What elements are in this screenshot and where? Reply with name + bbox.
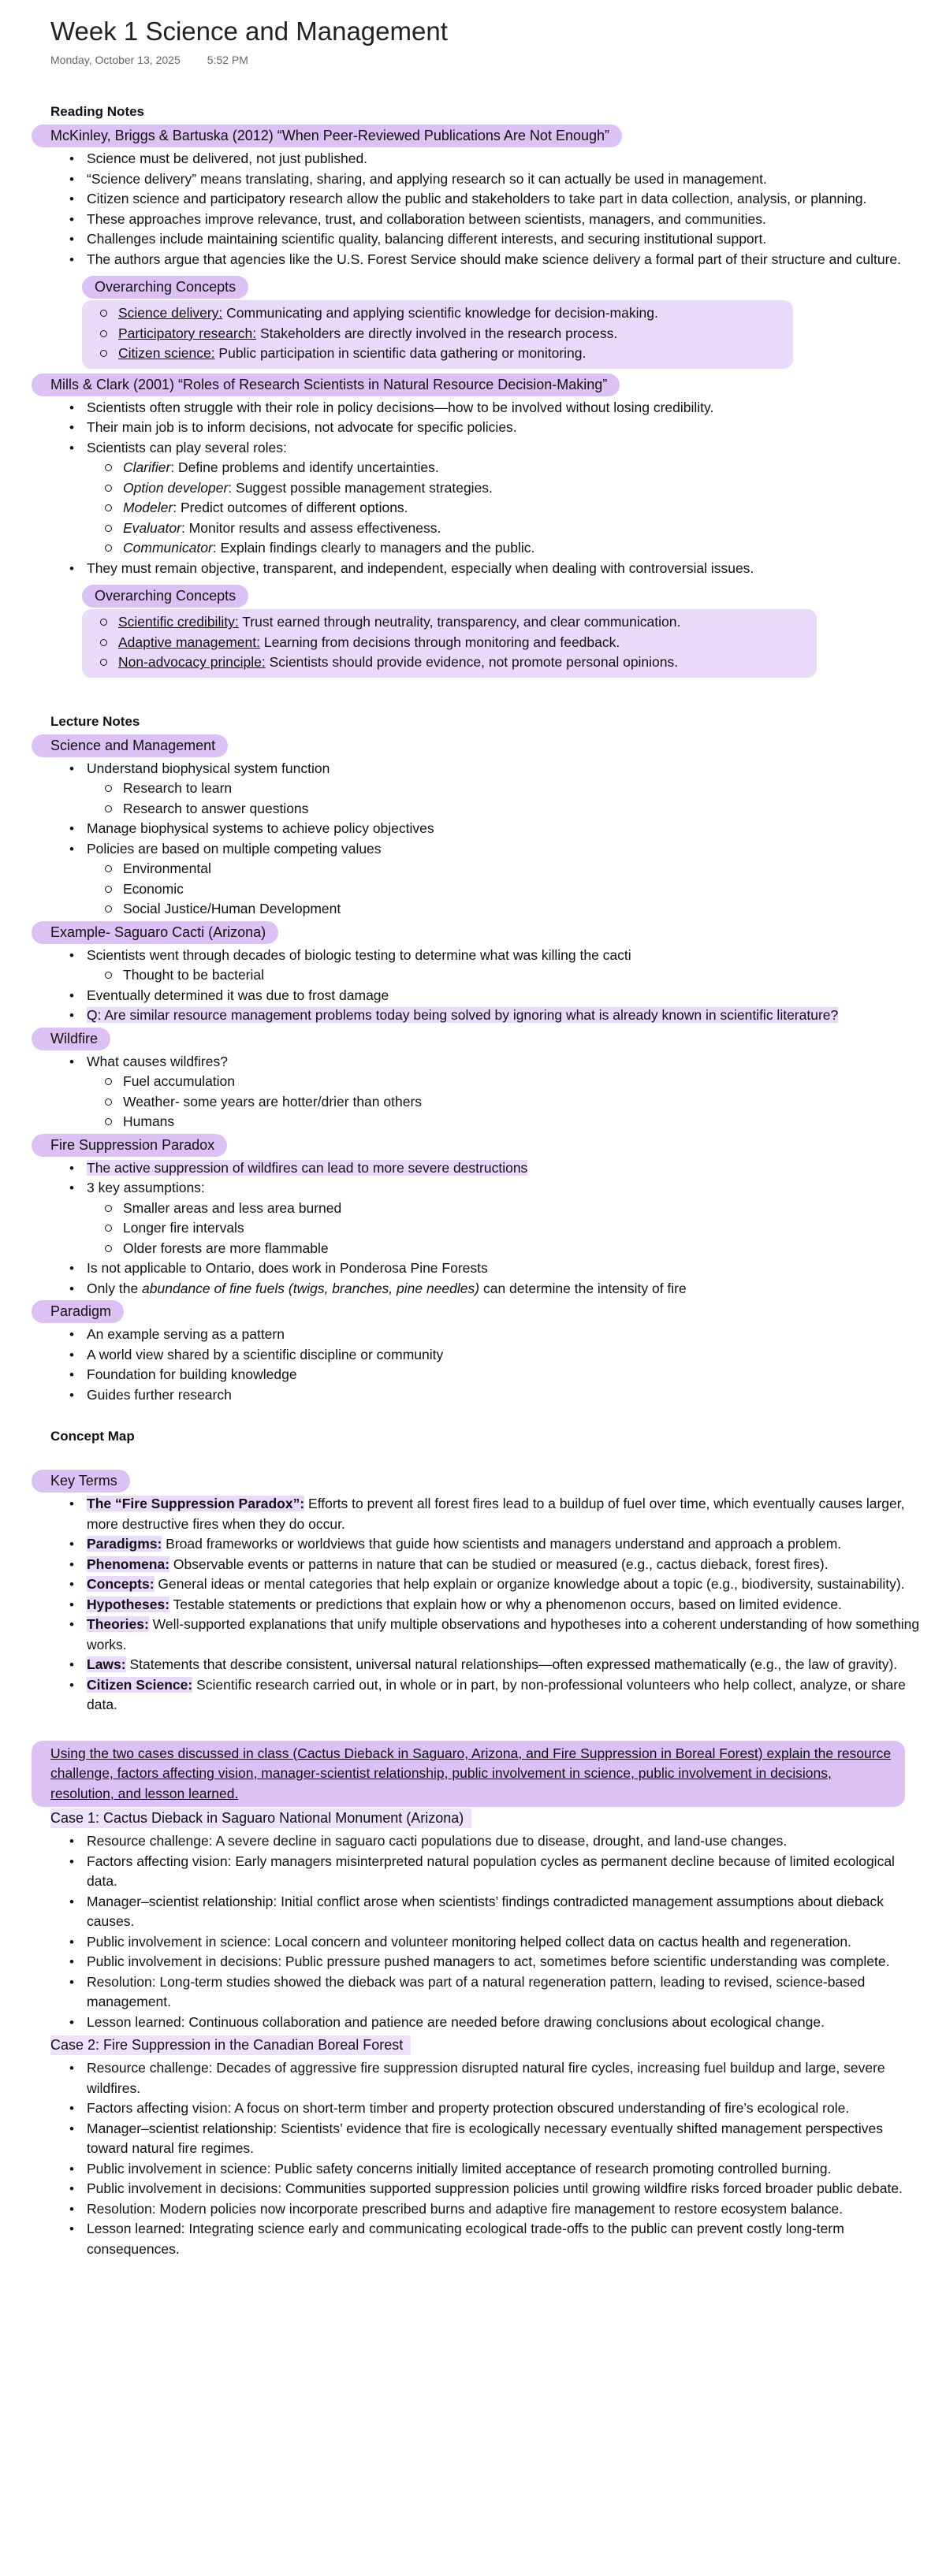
list-item [87, 1615, 922, 1655]
reading-notes-heading: Reading Notes [50, 104, 145, 120]
sub-list [87, 1072, 922, 1132]
case1-label: Case 1: Cactus Dieback in Saguaro National Monument (Arizona) [50, 1808, 471, 1828]
list-item [87, 1178, 922, 1258]
concept-term: Participatory research: [118, 325, 257, 341]
list-item: Social Justice/Human Development [123, 899, 922, 920]
sci-mgmt-list [50, 759, 922, 920]
term-def: Well-supported explanations that unify multiple observations and hypotheses into a coherent understanding of how something works. [87, 1616, 920, 1652]
list-item: • Public involvement in decisions: Communities supported suppression policies until growing wildfire risks forced broader public debate. [87, 2179, 922, 2199]
concept-term: Adaptive management: [118, 634, 260, 650]
concept-term: Non-advocacy principle: [118, 654, 266, 671]
term-name: The “Fire Suppression Paradox”: [87, 1496, 305, 1512]
list-item [87, 1005, 922, 1026]
term-name: Theories: [87, 1616, 149, 1633]
list-item-text: 3 key assumptions: [87, 1180, 205, 1196]
list-item: • Foundation for building knowledge [87, 1365, 922, 1385]
paper1-bullets [50, 149, 922, 269]
page-meta [50, 54, 946, 66]
key-terms-list [50, 1494, 922, 1715]
list-item [118, 652, 807, 673]
concept-term: Scientific credibility: [118, 614, 239, 630]
list-item-text: Understand biophysical system function [87, 760, 330, 776]
list-item: • Is not applicable to Ontario, does work in Ponderosa Pine Forests [87, 1258, 922, 1279]
wildfire-label: Wildfire [32, 1028, 110, 1050]
list-item: • These approaches improve relevance, trust, and collaboration between scientists, managers, and communities. [87, 210, 922, 230]
list-item [118, 303, 784, 324]
list-item: Fuel accumulation [123, 1072, 922, 1092]
list-item [118, 324, 784, 344]
list-item: • Lesson learned: Integrating science early and communicating ecological trade-offs to the public can prevent costly long-term consequences. [87, 2219, 922, 2259]
list-item: • The authors argue that agencies like the U.S. Forest Service should make science delivery a formal part of their structure and culture. [87, 250, 922, 270]
list-item [87, 1494, 922, 1534]
text-run: abundance of fine fuels (twigs, branches, pine needles) [142, 1280, 480, 1296]
list-item [123, 478, 922, 499]
lecture-notes-heading: Lecture Notes [50, 713, 140, 729]
term-def: General ideas or mental categories that help explain or organize knowledge about a topic (e.g., biodiversity, sustainability). [154, 1576, 905, 1593]
list-item [123, 538, 922, 559]
term-def: Efforts to prevent all forest fires lead to a buildup of fuel over time, which eventually causes larger, more destructive fires when they do occur. [87, 1496, 905, 1532]
list-item: Smaller areas and less area burned [123, 1199, 922, 1219]
case2-label: Case 2: Fire Suppression in the Canadian Boreal Forest [50, 2035, 411, 2055]
list-item: • Manage biophysical systems to achieve policy objectives [87, 819, 922, 839]
role-term: Clarifier [123, 459, 171, 476]
list-item: • Manager–scientist relationship: Scientists’ evidence that fire is ecologically necessary eventually shifted management perspectives toward natural fire regimes. [87, 2119, 922, 2159]
page-time: 5:52 PM [207, 54, 248, 67]
paper2-bullets [50, 398, 922, 579]
role-term: Evaluator [123, 519, 181, 536]
list-item: • Lesson learned: Continuous collaboration and patience are needed before drawing conclusions about ecological change. [87, 2013, 922, 2033]
list-item [87, 1595, 922, 1615]
case2-list [50, 2058, 922, 2259]
role-def: : Define problems and identify uncertainties. [170, 459, 439, 476]
list-item: • Citizen science and participatory research allow the public and stakeholders to take part in data collection, analysis, or planning. [87, 189, 922, 210]
page-date: Monday, October 13, 2025 [50, 54, 181, 67]
list-item: Older forests are more flammable [123, 1239, 922, 1259]
list-item [118, 633, 807, 653]
concept-def: Trust earned through neutrality, transparency, and clear communication. [238, 614, 681, 630]
list-item [87, 1534, 922, 1555]
list-item [123, 458, 922, 478]
paper2-concepts [82, 612, 807, 673]
sci-mgmt-label: Science and Management [32, 734, 228, 757]
list-item [87, 1655, 922, 1675]
term-def: Testable statements or predictions that explain how or why a phenomenon occurs, based on limited evidence. [169, 1596, 842, 1612]
question-text: Q: Are similar resource management problems today being solved by ignoring what is already known in scientific literature? [87, 1007, 839, 1024]
wildfire-list [50, 1052, 922, 1132]
list-item: • Factors affecting vision: Early managers misinterpreted natural population cycles as permanent decline because of limited ecological data. [87, 1852, 922, 1892]
term-def: Broad frameworks or worldviews that guide how scientists and managers understand and approach a problem. [162, 1536, 842, 1552]
list-item: • Resource challenge: Decades of aggressive fire suppression disrupted natural fire cycles, increasing fuel buildup and large, severe wildfires. [87, 2058, 922, 2098]
list-item [87, 1279, 922, 1299]
sub-list [87, 859, 922, 920]
role-term: Option developer [123, 479, 229, 496]
list-item [118, 344, 784, 364]
paper2-concepts-box [82, 609, 817, 678]
term-name: Phenomena: [87, 1556, 170, 1572]
list-item-text: Scientists went through decades of biologic testing to determine what was killing the cacti [87, 946, 631, 963]
list-item: Longer fire intervals [123, 1218, 922, 1239]
list-item: Research to learn [123, 779, 922, 799]
list-item [123, 498, 922, 519]
text-run: Only the [87, 1280, 143, 1296]
list-item: Economic [123, 879, 922, 900]
list-item: • “Science delivery” means translating, sharing, and applying research so it can actually be used in management. [87, 169, 922, 190]
list-item [87, 759, 922, 820]
list-item: • Challenges include maintaining scientific quality, balancing different interests, and securing institutional support. [87, 229, 922, 250]
role-def: : Predict outcomes of different options. [173, 500, 408, 516]
term-name: Laws: [87, 1656, 126, 1673]
paradox-list [50, 1158, 922, 1299]
sub-list [87, 779, 922, 819]
term-name: Concepts: [87, 1576, 155, 1593]
list-item: • Manager–scientist relationship: Initial conflict arose when scientists’ findings contradicted management assumptions about dieback causes. [87, 1892, 922, 1932]
list-item: • Guides further research [87, 1385, 922, 1406]
paper2-concepts-label: Overarching Concepts [82, 585, 248, 608]
paper1-title: McKinley, Briggs & Bartuska (2012) “When Peer-Reviewed Publications Are Not Enough” [32, 125, 622, 147]
list-item: Thought to be bacterial [123, 965, 922, 986]
list-item [87, 1555, 922, 1575]
list-item: • Scientists often struggle with their role in policy decisions—how to be involved without losing credibility. [87, 398, 922, 418]
list-item: • Eventually determined it was due to frost damage [87, 986, 922, 1006]
list-item: • Public involvement in decisions: Public pressure pushed managers to act, sometimes before scientific understanding was complete. [87, 1952, 922, 1972]
list-item: Weather- some years are hotter/drier than others [123, 1092, 922, 1113]
paradigm-label: Paradigm [32, 1300, 124, 1323]
concept-term: Citizen science: [118, 345, 215, 362]
concept-def: Learning from decisions through monitoring and feedback. [259, 634, 620, 650]
list-item-text: What causes wildfires? [87, 1053, 228, 1069]
list-item: • Resolution: Modern policies now incorporate prescribed burns and adaptive fire management to restore ecosystem balance. [87, 2199, 922, 2220]
list-item-text: The active suppression of wildfires can lead to more severe destructions [87, 1159, 528, 1176]
concept-def: Scientists should provide evidence, not promote personal opinions. [265, 654, 679, 671]
list-item: • Their main job is to inform decisions, not advocate for specific policies. [87, 418, 922, 438]
concept-map-heading: Concept Map [50, 1429, 135, 1444]
term-name: Citizen Science: [87, 1676, 193, 1693]
list-item: • A world view shared by a scientific discipline or community [87, 1345, 922, 1366]
list-item [87, 1675, 922, 1715]
list-item: Environmental [123, 859, 922, 879]
paradigm-list [50, 1325, 922, 1405]
concept-def: Communicating and applying scientific knowledge for decision-making. [222, 305, 658, 322]
list-item: Research to answer questions [123, 799, 922, 820]
list-item: • Resource challenge: A severe decline in saguaro cacti populations due to disease, drought, and land-use changes. [87, 1831, 922, 1852]
list-item [118, 612, 807, 633]
list-item [87, 438, 922, 559]
term-def: Scientific research carried out, in whole or in part, by non-professional volunteers who help collect, analyze, or share data. [87, 1676, 906, 1713]
paper1-concepts-label: Overarching Concepts [82, 276, 248, 299]
list-item-text: Policies are based on multiple competing values [87, 840, 382, 857]
list-item: • Public involvement in science: Local concern and volunteer monitoring helped collect data on cactus health and regeneration. [87, 1932, 922, 1953]
term-def: Statements that describe consistent, universal natural relationships—often expressed mathematically (e.g., the law of gravity). [125, 1656, 898, 1673]
concept-def: Public participation in scientific data gathering or monitoring. [214, 345, 587, 362]
case1-list [50, 1831, 922, 2032]
list-item: • Factors affecting vision: A focus on short-term timber and property protection obscured understanding of fire’s ecological role. [87, 2098, 922, 2119]
paper1-concepts-box [82, 300, 793, 369]
cacti-list [50, 946, 922, 1026]
list-item: • Resolution: Long-term studies showed the dieback was part of a natural regeneration pattern, leading to revised, science-based management. [87, 1972, 922, 2013]
concept-def: Stakeholders are directly involved in the research process. [256, 325, 618, 341]
paradox-label: Fire Suppression Paradox [32, 1134, 227, 1157]
role-def: : Explain findings clearly to managers and the public. [212, 540, 535, 556]
list-item: • An example serving as a pattern [87, 1325, 922, 1345]
list-item: • Science must be delivered, not just published. [87, 149, 922, 169]
paper1-concepts [82, 303, 784, 364]
list-item: Humans [123, 1112, 922, 1132]
assignment-question: Using the two cases discussed in class (Cactus Dieback in Saguaro, Arizona, and Fire Suppression in Boreal Forest) explain the resource challenge, factors affecting vision, manager-scientist relationship, public involvement in science, public involvement in decisions, resolution, and lesson learned. [32, 1741, 905, 1808]
key-terms-label: Key Terms [32, 1470, 130, 1492]
list-item [87, 946, 922, 986]
list-item: • They must remain objective, transparent, and independent, especially when dealing with controversial issues. [87, 559, 922, 579]
role-term: Modeler [123, 500, 173, 516]
term-name: Hypotheses: [87, 1596, 170, 1612]
paper2-title: Mills & Clark (2001) “Roles of Research Scientists in Natural Resource Decision-Making” [32, 374, 620, 396]
term-def: Observable events or patterns in nature that can be studied or measured (e.g., cactus dieback, forest fires). [169, 1556, 829, 1572]
sub-list [87, 1199, 922, 1259]
list-item [123, 519, 922, 539]
roles-list [87, 458, 922, 559]
list-item: • Public involvement in science: Public safety concerns initially limited acceptance of research promoting controlled burning. [87, 2159, 922, 2180]
text-run: can determine the intensity of fire [479, 1280, 687, 1296]
list-item [87, 1574, 922, 1595]
role-term: Communicator [123, 540, 213, 556]
role-def: : Monitor results and assess effectiveness. [181, 519, 441, 536]
list-item [87, 1158, 922, 1179]
list-item [87, 1052, 922, 1132]
term-name: Paradigms: [87, 1536, 162, 1552]
list-item-text: Scientists can play several roles: [87, 439, 287, 455]
concept-term: Science delivery: [118, 305, 223, 322]
page-title[interactable]: Week 1 Science and Management [50, 17, 448, 46]
cacti-label: Example- Saguaro Cacti (Arizona) [32, 921, 278, 944]
role-def: : Suggest possible management strategies. [228, 479, 493, 496]
sub-list [87, 965, 922, 986]
list-item [87, 839, 922, 920]
